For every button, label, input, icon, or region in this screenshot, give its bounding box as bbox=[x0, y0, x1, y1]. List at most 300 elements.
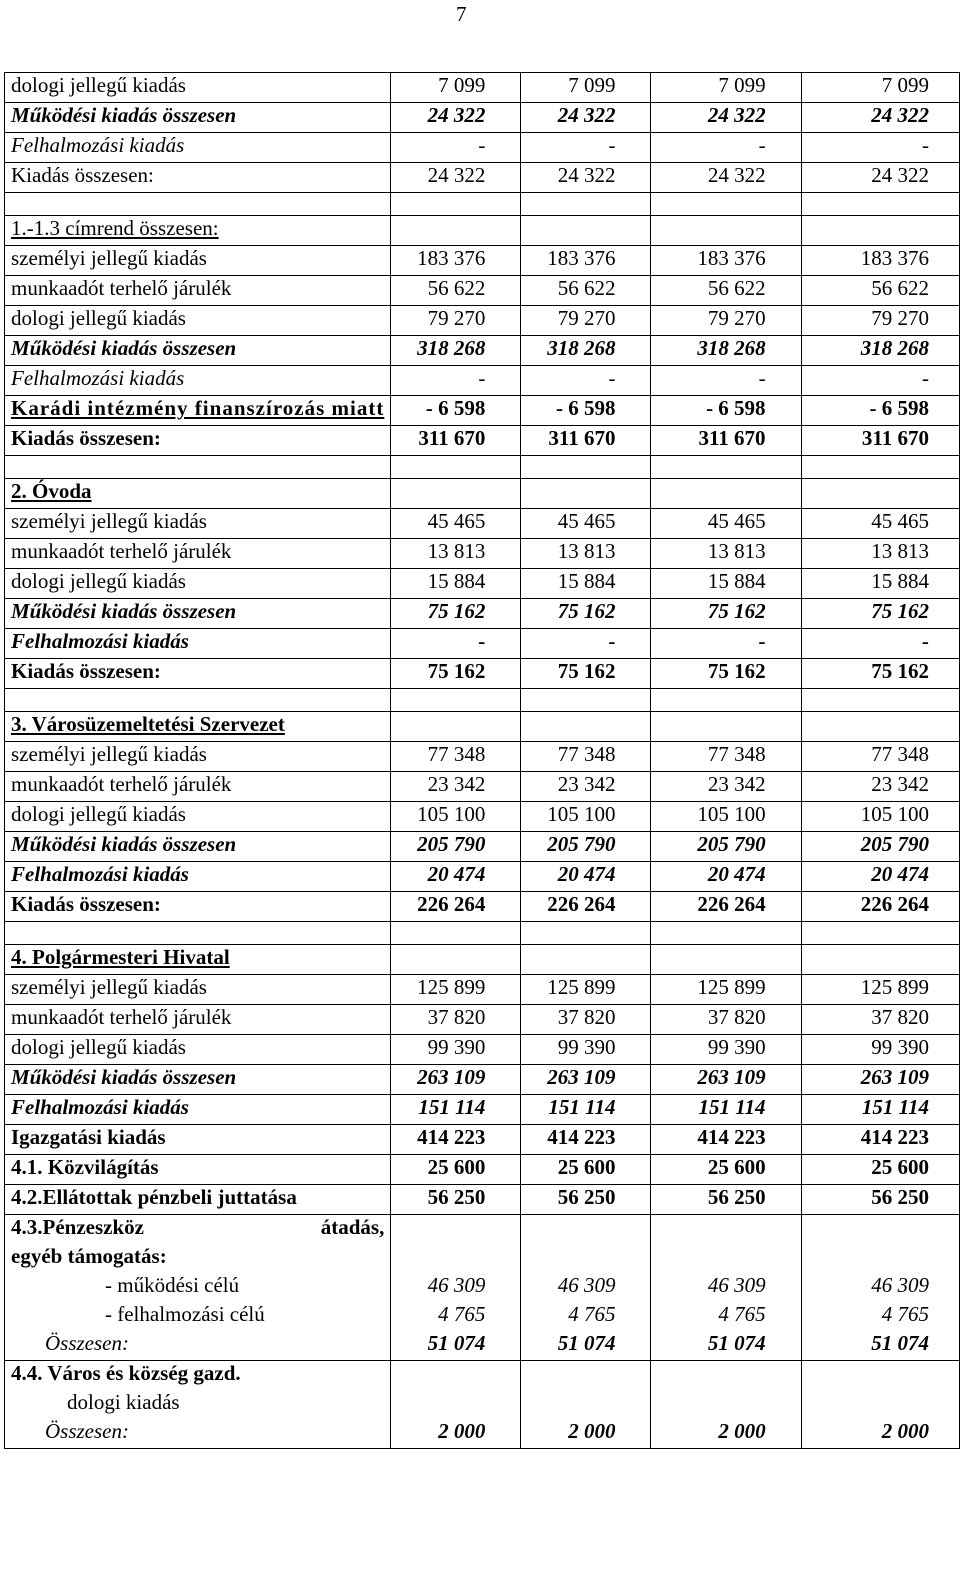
value-cell: 75 162 bbox=[521, 659, 651, 689]
row-label bbox=[5, 1361, 391, 1449]
row-label-text: Felhalmozási kiadás bbox=[11, 1095, 189, 1119]
row-label-text: 3. Városüzemeltetési Szervezet bbox=[11, 712, 285, 736]
value-cell: 23 342 bbox=[651, 772, 801, 802]
table-row bbox=[5, 366, 960, 396]
value-cell: 20 474 bbox=[391, 862, 521, 892]
value: 4 765 bbox=[881, 1302, 929, 1326]
value-cell bbox=[801, 456, 959, 479]
value-cell bbox=[651, 1361, 801, 1449]
row-label bbox=[5, 862, 391, 892]
table-row bbox=[5, 945, 960, 975]
value: 4 765 bbox=[438, 1302, 486, 1326]
value-cell bbox=[801, 1361, 959, 1449]
value-cell: 226 264 bbox=[391, 892, 521, 922]
value-cell bbox=[391, 479, 521, 509]
row-label bbox=[5, 216, 391, 246]
value-cell: - 6 598 bbox=[521, 396, 651, 426]
row-label bbox=[5, 569, 391, 599]
value: 2 000 bbox=[568, 1419, 616, 1443]
value-cell: - 6 598 bbox=[651, 396, 801, 426]
row-label bbox=[5, 276, 391, 306]
table-row bbox=[5, 73, 960, 103]
value-cell: 205 790 bbox=[801, 832, 959, 862]
value: 2 000 bbox=[718, 1419, 766, 1443]
value-cell bbox=[521, 945, 651, 975]
value-cell: 20 474 bbox=[521, 862, 651, 892]
row-label-text: 1.-1.3 címrend összesen: bbox=[11, 216, 219, 240]
value: 46 309 bbox=[707, 1273, 766, 1297]
value-cell: 105 100 bbox=[521, 802, 651, 832]
value: 51 074 bbox=[707, 1331, 766, 1355]
row-label-text: Felhalmozási kiadás bbox=[11, 133, 185, 157]
row-label-text: Kiadás összesen: bbox=[11, 163, 154, 187]
value-cell: 75 162 bbox=[391, 659, 521, 689]
row-label bbox=[5, 336, 391, 366]
value-cell: 318 268 bbox=[801, 336, 959, 366]
value-cell: 45 465 bbox=[801, 509, 959, 539]
row-label-text: Működési kiadás összesen bbox=[11, 103, 237, 127]
value-cell: 24 322 bbox=[391, 163, 521, 193]
table-row bbox=[5, 336, 960, 366]
value: 2 000 bbox=[438, 1419, 486, 1443]
table-row bbox=[5, 599, 960, 629]
row-label-text: Működési kiadás összesen bbox=[11, 599, 237, 623]
value-cell: 311 670 bbox=[521, 426, 651, 456]
row-label-text: dologi jellegű kiadás bbox=[11, 73, 186, 97]
row-label-text: 4.2.Ellátottak pénzbeli juttatása bbox=[11, 1185, 297, 1209]
row-label-text: Működési kiadás összesen bbox=[11, 1065, 237, 1089]
value-cell: 99 390 bbox=[391, 1035, 521, 1065]
value-cell: 226 264 bbox=[521, 892, 651, 922]
value-cell bbox=[521, 456, 651, 479]
value-cell: 263 109 bbox=[651, 1065, 801, 1095]
value-cell bbox=[801, 689, 959, 712]
value-cell bbox=[801, 1215, 959, 1361]
value-cell: - bbox=[391, 629, 521, 659]
row-label bbox=[5, 163, 391, 193]
value-cell: 183 376 bbox=[391, 246, 521, 276]
spacer-row bbox=[5, 922, 960, 945]
row-label-text: 4.1. Közvilágítás bbox=[11, 1155, 159, 1179]
table-row bbox=[5, 509, 960, 539]
value-cell: - bbox=[801, 366, 959, 396]
sub-label: - működési célú bbox=[105, 1273, 240, 1297]
table-row bbox=[5, 1155, 960, 1185]
value: 4 765 bbox=[568, 1302, 616, 1326]
row-label bbox=[5, 1125, 391, 1155]
budget-table-body bbox=[5, 73, 960, 1449]
table-row bbox=[5, 103, 960, 133]
table-row bbox=[5, 479, 960, 509]
value-cell: - bbox=[521, 366, 651, 396]
value-cell bbox=[651, 456, 801, 479]
row-label bbox=[5, 599, 391, 629]
row-label-text: dologi jellegű kiadás bbox=[11, 306, 186, 330]
value-cell: 226 264 bbox=[801, 892, 959, 922]
value-cell: 7 099 bbox=[801, 73, 959, 103]
value-cell: - bbox=[391, 133, 521, 163]
value: 51 074 bbox=[871, 1331, 929, 1355]
row-label-text: dologi jellegű kiadás bbox=[11, 802, 186, 826]
value-cell: 263 109 bbox=[521, 1065, 651, 1095]
row-label-text: Karádi intézmény finanszírozás miatt bbox=[11, 396, 385, 420]
value-cell: - bbox=[391, 366, 521, 396]
row-label bbox=[5, 629, 391, 659]
value-cell: 23 342 bbox=[801, 772, 959, 802]
label-part: átadás, bbox=[320, 1215, 385, 1239]
row-label bbox=[5, 1185, 391, 1215]
value: 51 074 bbox=[427, 1331, 486, 1355]
row-label-text: Működési kiadás összesen bbox=[11, 336, 237, 360]
value-cell bbox=[651, 216, 801, 246]
value-cell: 25 600 bbox=[651, 1155, 801, 1185]
table-row bbox=[5, 1185, 960, 1215]
value-cell: 56 250 bbox=[521, 1185, 651, 1215]
total-label: Összesen: bbox=[45, 1419, 129, 1443]
value-cell bbox=[391, 193, 521, 216]
row-label-text: Működési kiadás összesen bbox=[11, 832, 237, 856]
value-cell: 7 099 bbox=[651, 73, 801, 103]
table-row bbox=[5, 659, 960, 689]
spacer-row bbox=[5, 193, 960, 216]
value-cell bbox=[391, 945, 521, 975]
value-cell: 13 813 bbox=[391, 539, 521, 569]
row-label bbox=[5, 426, 391, 456]
value-cell bbox=[801, 712, 959, 742]
value-cell: 79 270 bbox=[801, 306, 959, 336]
value-cell bbox=[651, 922, 801, 945]
value-cell: 205 790 bbox=[651, 832, 801, 862]
row-label-text: munkaadót terhelő járulék bbox=[11, 276, 232, 300]
value-cell: 151 114 bbox=[391, 1095, 521, 1125]
budget-table bbox=[4, 72, 960, 1449]
row-label bbox=[5, 975, 391, 1005]
value-cell: 205 790 bbox=[391, 832, 521, 862]
table-row bbox=[5, 629, 960, 659]
value-cell bbox=[391, 689, 521, 712]
row-label bbox=[5, 689, 391, 712]
value-cell: - 6 598 bbox=[801, 396, 959, 426]
row-label bbox=[5, 1095, 391, 1125]
value-cell: 151 114 bbox=[651, 1095, 801, 1125]
value-cell: 20 474 bbox=[801, 862, 959, 892]
row-label-text: Felhalmozási kiadás bbox=[11, 366, 185, 390]
value-cell: 23 342 bbox=[521, 772, 651, 802]
value-cell: 37 820 bbox=[391, 1005, 521, 1035]
value-cell: 263 109 bbox=[801, 1065, 959, 1095]
value-cell: 105 100 bbox=[651, 802, 801, 832]
value-cell: - bbox=[651, 629, 801, 659]
row-label bbox=[5, 772, 391, 802]
value-cell bbox=[521, 1215, 651, 1361]
value-cell bbox=[521, 479, 651, 509]
value-cell: 75 162 bbox=[801, 599, 959, 629]
value-cell: - 6 598 bbox=[391, 396, 521, 426]
value-cell: 311 670 bbox=[801, 426, 959, 456]
row-label-text: Kiadás összesen: bbox=[11, 659, 161, 683]
value-cell: 414 223 bbox=[801, 1125, 959, 1155]
row-label-text: munkaadót terhelő járulék bbox=[11, 1005, 232, 1029]
row-label-text: dologi jellegű kiadás bbox=[11, 1035, 186, 1059]
value-cell bbox=[391, 216, 521, 246]
row-label bbox=[5, 366, 391, 396]
value-cell bbox=[391, 712, 521, 742]
value-cell: 75 162 bbox=[391, 599, 521, 629]
value-cell: 183 376 bbox=[521, 246, 651, 276]
value-cell: 105 100 bbox=[801, 802, 959, 832]
value-cell: 414 223 bbox=[521, 1125, 651, 1155]
table-row bbox=[5, 216, 960, 246]
row-label-text: személyi jellegű kiadás bbox=[11, 975, 207, 999]
label-part: 4.4. Város és község gazd. bbox=[11, 1361, 241, 1385]
value-cell bbox=[651, 479, 801, 509]
value-cell: 77 348 bbox=[521, 742, 651, 772]
value: 2 000 bbox=[881, 1419, 929, 1443]
row-label bbox=[5, 73, 391, 103]
table-row bbox=[5, 1035, 960, 1065]
value: 46 309 bbox=[871, 1273, 929, 1297]
value-cell: 56 250 bbox=[651, 1185, 801, 1215]
value-cell bbox=[391, 456, 521, 479]
value-cell: 75 162 bbox=[651, 659, 801, 689]
value-cell: 99 390 bbox=[521, 1035, 651, 1065]
value-cell: - bbox=[651, 366, 801, 396]
row-label bbox=[5, 479, 391, 509]
row-label bbox=[5, 922, 391, 945]
value-cell bbox=[801, 216, 959, 246]
value-cell: 45 465 bbox=[521, 509, 651, 539]
table-row bbox=[5, 862, 960, 892]
row-label bbox=[5, 832, 391, 862]
value-cell bbox=[391, 922, 521, 945]
value-cell bbox=[521, 1361, 651, 1449]
value-cell: 105 100 bbox=[391, 802, 521, 832]
table-row bbox=[5, 975, 960, 1005]
value-cell: 25 600 bbox=[801, 1155, 959, 1185]
table-row bbox=[5, 163, 960, 193]
value-cell: 56 622 bbox=[391, 276, 521, 306]
value-cell bbox=[521, 712, 651, 742]
row-label bbox=[5, 509, 391, 539]
table-row-varos-kozseg bbox=[5, 1361, 960, 1449]
row-label bbox=[5, 659, 391, 689]
table-row bbox=[5, 892, 960, 922]
value-cell bbox=[651, 1215, 801, 1361]
value-cell bbox=[651, 712, 801, 742]
row-label-text: Felhalmozási kiadás bbox=[11, 862, 189, 886]
value-cell: 318 268 bbox=[651, 336, 801, 366]
value-cell: 56 250 bbox=[391, 1185, 521, 1215]
table-row bbox=[5, 802, 960, 832]
value-cell: 56 622 bbox=[521, 276, 651, 306]
value-cell: 75 162 bbox=[651, 599, 801, 629]
value-cell: 13 813 bbox=[521, 539, 651, 569]
row-label-text: 4. Polgármesteri Hivatal bbox=[11, 945, 230, 969]
sub-label: dologi kiadás bbox=[67, 1390, 180, 1414]
value-cell: 37 820 bbox=[651, 1005, 801, 1035]
value-cell: 205 790 bbox=[521, 832, 651, 862]
value-cell: 318 268 bbox=[521, 336, 651, 366]
value-cell: 263 109 bbox=[391, 1065, 521, 1095]
table-row bbox=[5, 1125, 960, 1155]
value-cell: 25 600 bbox=[521, 1155, 651, 1185]
value-cell: 24 322 bbox=[801, 163, 959, 193]
value-cell: 151 114 bbox=[521, 1095, 651, 1125]
row-label-text: személyi jellegű kiadás bbox=[11, 742, 207, 766]
value-cell bbox=[801, 922, 959, 945]
value-cell bbox=[801, 945, 959, 975]
value-cell: - bbox=[521, 133, 651, 163]
value-cell: 75 162 bbox=[521, 599, 651, 629]
table-row bbox=[5, 742, 960, 772]
value-cell: 13 813 bbox=[651, 539, 801, 569]
value-cell: 23 342 bbox=[391, 772, 521, 802]
row-label-text: Kiadás összesen: bbox=[11, 892, 161, 916]
row-label-text: munkaadót terhelő járulék bbox=[11, 772, 232, 796]
value-cell: 20 474 bbox=[651, 862, 801, 892]
value-cell: 79 270 bbox=[391, 306, 521, 336]
value-cell: 24 322 bbox=[651, 163, 801, 193]
table-row bbox=[5, 539, 960, 569]
row-label bbox=[5, 712, 391, 742]
value-cell: 79 270 bbox=[651, 306, 801, 336]
row-label bbox=[5, 742, 391, 772]
table-row bbox=[5, 1095, 960, 1125]
row-label bbox=[5, 1155, 391, 1185]
value-cell: 24 322 bbox=[801, 103, 959, 133]
row-label bbox=[5, 193, 391, 216]
value-cell: 13 813 bbox=[801, 539, 959, 569]
value-cell: 45 465 bbox=[651, 509, 801, 539]
row-label bbox=[5, 945, 391, 975]
value-cell: 183 376 bbox=[651, 246, 801, 276]
value-cell: 99 390 bbox=[651, 1035, 801, 1065]
value-cell: 15 884 bbox=[651, 569, 801, 599]
value: 51 074 bbox=[557, 1331, 616, 1355]
value-cell: 37 820 bbox=[801, 1005, 959, 1035]
value-cell bbox=[391, 1361, 521, 1449]
page-number: 7 bbox=[456, 2, 467, 26]
table-row bbox=[5, 426, 960, 456]
table-row bbox=[5, 832, 960, 862]
row-label bbox=[5, 396, 391, 426]
spacer-row bbox=[5, 456, 960, 479]
table-row bbox=[5, 712, 960, 742]
value-cell: 37 820 bbox=[521, 1005, 651, 1035]
label-part: egyéb támogatás: bbox=[11, 1244, 167, 1268]
value-cell: 183 376 bbox=[801, 246, 959, 276]
table-row bbox=[5, 396, 960, 426]
value-cell: 99 390 bbox=[801, 1035, 959, 1065]
row-label bbox=[5, 1035, 391, 1065]
value-cell: 24 322 bbox=[521, 163, 651, 193]
table-row bbox=[5, 246, 960, 276]
value-cell: 56 622 bbox=[651, 276, 801, 306]
value-cell: 226 264 bbox=[651, 892, 801, 922]
value-cell: - bbox=[801, 133, 959, 163]
value-cell: 311 670 bbox=[651, 426, 801, 456]
row-label-text: Kiadás összesen: bbox=[11, 426, 161, 450]
value-cell bbox=[651, 689, 801, 712]
value-cell: 77 348 bbox=[651, 742, 801, 772]
value-cell: 56 250 bbox=[801, 1185, 959, 1215]
row-label-text: Igazgatási kiadás bbox=[11, 1125, 166, 1149]
value-cell: 24 322 bbox=[391, 103, 521, 133]
value-cell: 24 322 bbox=[521, 103, 651, 133]
value-cell bbox=[521, 193, 651, 216]
value: 4 765 bbox=[718, 1302, 766, 1326]
value-cell: 7 099 bbox=[391, 73, 521, 103]
table-row bbox=[5, 772, 960, 802]
row-label bbox=[5, 802, 391, 832]
table-row bbox=[5, 1005, 960, 1035]
value-cell: 15 884 bbox=[391, 569, 521, 599]
value-cell: 125 899 bbox=[801, 975, 959, 1005]
value-cell: 15 884 bbox=[801, 569, 959, 599]
value: 46 309 bbox=[427, 1273, 486, 1297]
row-label-text: személyi jellegű kiadás bbox=[11, 509, 207, 533]
value-cell: 125 899 bbox=[521, 975, 651, 1005]
row-label bbox=[5, 539, 391, 569]
table-row bbox=[5, 133, 960, 163]
value-cell: 125 899 bbox=[651, 975, 801, 1005]
value-cell: 414 223 bbox=[651, 1125, 801, 1155]
table-row bbox=[5, 569, 960, 599]
value-cell: 24 322 bbox=[651, 103, 801, 133]
value-cell bbox=[651, 945, 801, 975]
value-cell: - bbox=[651, 133, 801, 163]
value-cell: 56 622 bbox=[801, 276, 959, 306]
label-part: 4.3.Pénzeszköz bbox=[11, 1215, 144, 1239]
value: 46 309 bbox=[557, 1273, 616, 1297]
value-cell: 45 465 bbox=[391, 509, 521, 539]
value-cell bbox=[391, 1215, 521, 1361]
row-label-text: munkaadót terhelő járulék bbox=[11, 539, 232, 563]
row-label-text: Felhalmozási kiadás bbox=[11, 629, 189, 653]
value-cell bbox=[801, 479, 959, 509]
row-label-text: 2. Óvoda bbox=[11, 479, 92, 503]
table-row-pénzeszköz bbox=[5, 1215, 960, 1361]
row-label bbox=[5, 133, 391, 163]
value-cell: - bbox=[521, 629, 651, 659]
total-label: Összesen: bbox=[45, 1331, 129, 1355]
row-label bbox=[5, 456, 391, 479]
value-cell: 151 114 bbox=[801, 1095, 959, 1125]
value-cell: 79 270 bbox=[521, 306, 651, 336]
value-cell: 318 268 bbox=[391, 336, 521, 366]
table-row bbox=[5, 306, 960, 336]
value-cell: 414 223 bbox=[391, 1125, 521, 1155]
row-label bbox=[5, 246, 391, 276]
row-label bbox=[5, 103, 391, 133]
value-cell: 75 162 bbox=[801, 659, 959, 689]
value-cell: 25 600 bbox=[391, 1155, 521, 1185]
value-cell bbox=[801, 193, 959, 216]
row-label bbox=[5, 1065, 391, 1095]
table-row bbox=[5, 276, 960, 306]
value-cell: 311 670 bbox=[391, 426, 521, 456]
value-cell: 77 348 bbox=[391, 742, 521, 772]
spacer-row bbox=[5, 689, 960, 712]
value-cell: 77 348 bbox=[801, 742, 959, 772]
value-cell bbox=[521, 689, 651, 712]
row-label-text: dologi jellegű kiadás bbox=[11, 569, 186, 593]
value-cell bbox=[521, 922, 651, 945]
value-cell bbox=[521, 216, 651, 246]
value-cell: - bbox=[801, 629, 959, 659]
row-label bbox=[5, 1005, 391, 1035]
value-cell bbox=[651, 193, 801, 216]
